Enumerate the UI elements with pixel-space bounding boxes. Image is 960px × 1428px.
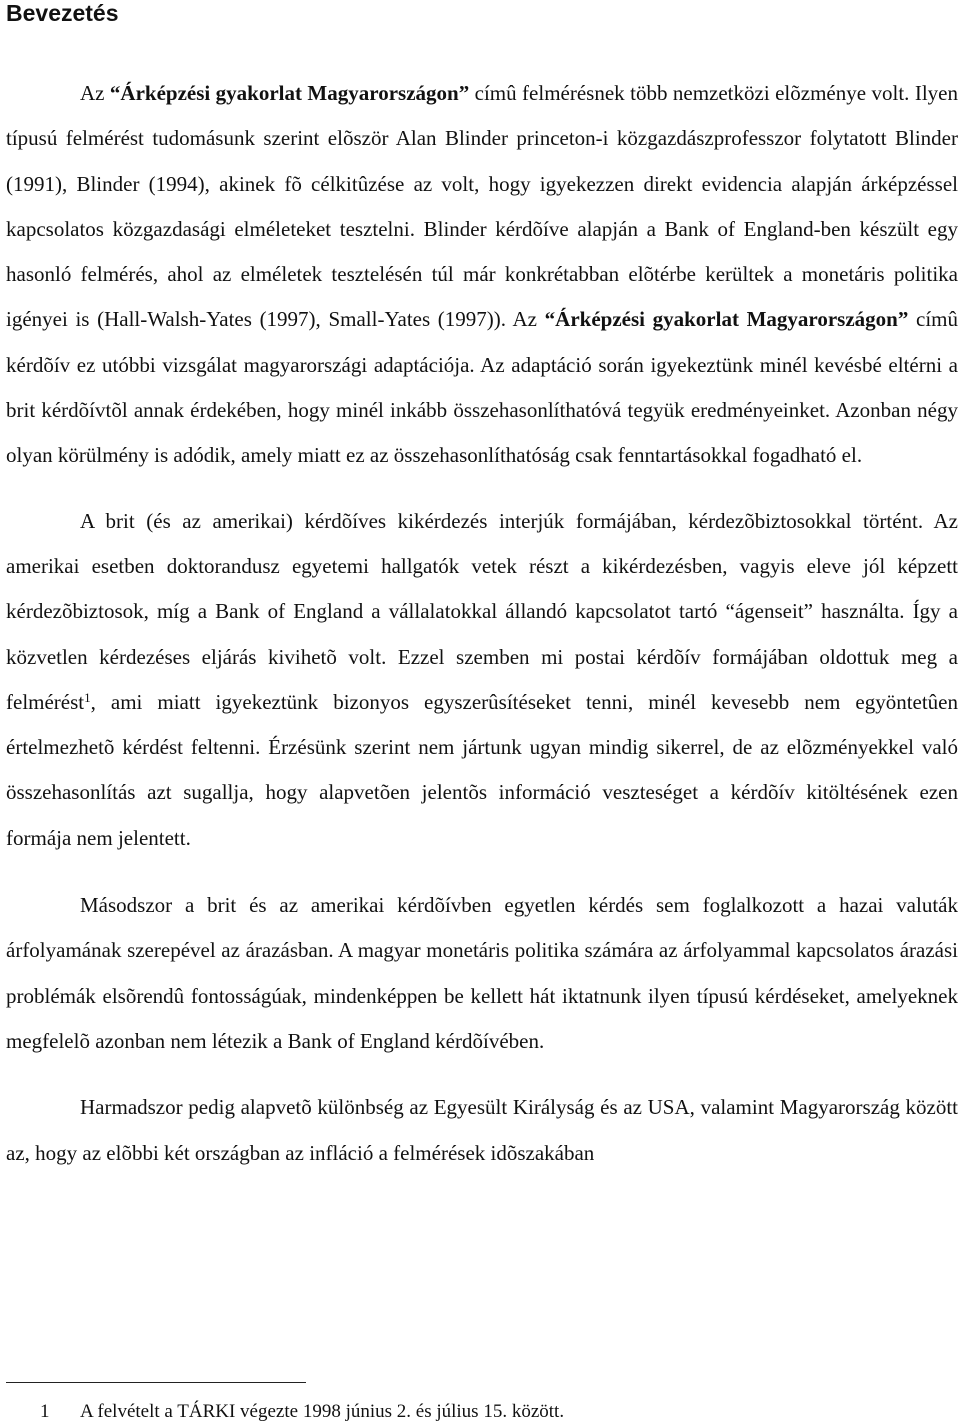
- paragraph-2: [6, 499, 958, 861]
- p1-text-a: Az: [80, 81, 110, 105]
- survey-title-2: “Árképzési gyakorlat Magyarországon”: [544, 307, 909, 332]
- footnote-reference[interactable]: 1: [84, 689, 91, 705]
- p2-text-b: , ami miatt igyekeztünk bizonyos egyszerûsítéseket tenni, minél kevesebb nem egyöntetûen értelmezhetõ kérdést feltenni. Érzésünk szerint nem jártunk ugyan mindig sikerrel, de az elõzményekkel való összehasonlítás azt sugallja, hogy alapvetõen jelentõs információ veszteséget a kérdõív kitöltésének ezen formája nem jelentett.: [6, 689, 958, 850]
- footnote-mark: 1: [40, 1401, 50, 1422]
- paragraph-1: [6, 71, 958, 479]
- p1-text-b: címû felmérésnek több nemzetközi elõzménye volt. Ilyen típusú felmérést tudomásunk szerint elõször Alan Blinder princeton-i közgazdászprofesszor folytatott Blinder (1991), Blinder (1994), akinek fõ célkitûzése az volt, hogy igyekezzen direkt evidencia alapján árképzéssel kapcsolatos közgazdasági elméleteket tesztelni. Blinder kérdõíve alapján a Bank of England-ben készült egy hasonló felmérés, ahol az elméletek tesztelésén túl már konkrétabban elõtérbe kerültek a monetáris politika igényei is (Hall-Walsh-Yates (1997), Small-Yates (1997)). Az: [6, 81, 958, 332]
- document-page: [6, 0, 958, 1176]
- p2-text-a: A brit (és az amerikai) kérdõíves kikérdezés interjúk formájában, kérdezõbiztosokkal történt. Az amerikai esetben doktorandusz egyetemi hallgatók vetek részt a kikérdezésben, vagyis eleve jól képzett kérdezõbiztosok, míg a Bank of England a vállalatokkal állandó kapcsolatot tartó “ágenseit” használta. Így a közvetlen kérdezéses eljárás kivihetõ volt. Ezzel szemben mi postai kérdõív formájában oldottuk meg a felmérést: [6, 508, 958, 714]
- footnote: [40, 1400, 564, 1424]
- paragraph-3: Másodszor a brit és az amerikai kérdõívben egyetlen kérdés sem foglalkozott a hazai valuták árfolyamának szerepével az árazásban. A magyar monetáris politika számára az árfolyammal kapcsolatos árazási problémák elsõrendû fontosságúak, mindenképpen be kellett hát iktatnunk ilyen típusú kérdéseket, amelyeknek megfelelõ azonban nem létezik a Bank of England kérdõívében.: [6, 893, 958, 1053]
- section-heading: Bevezetés: [6, 0, 119, 26]
- footnote-text: A felvételt a TÁRKI végezte 1998 június 2. és július 15. között.: [80, 1401, 565, 1422]
- p1-text-c: címû kérdõív ez utóbbi vizsgálat magyarországi adaptációja. Az adaptáció során igyekeztünk minél kevésbé eltérni a brit kérdõívtõl annak érdekében, hogy minél inkább összehasonlíthatóvá tegyük eredményeinket. Azonban négy olyan körülmény is adódik, amely miatt ez az összehasonlíthatóság csak fenntartásokkal fogadható el.: [6, 307, 958, 468]
- survey-title-1: “Árképzési gyakorlat Magyarországon”: [109, 81, 470, 105]
- footnote-divider: [6, 1382, 306, 1383]
- paragraph-4: Harmadszor pedig alapvetõ különbség az Egyesült Királyság és az USA, valamint Magyarország között az, hogy az elõbbi két országban az infláció a felmérések idõszakában: [6, 1095, 958, 1165]
